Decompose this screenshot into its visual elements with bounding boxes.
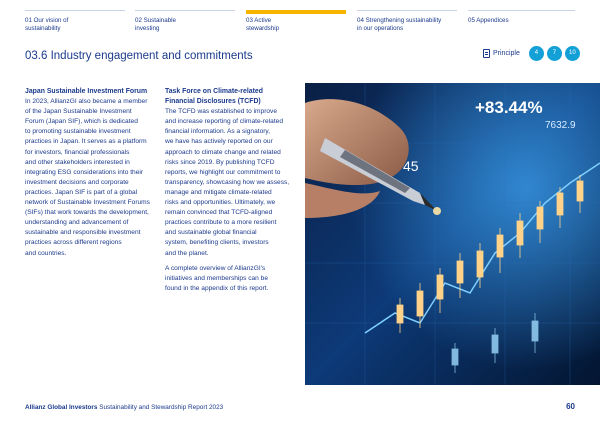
nav-tab-label-line2: in our operations xyxy=(357,25,404,32)
footer-report-title: Sustainability and Stewardship Report 2023 xyxy=(99,404,224,411)
page-title: 03.6 Industry engagement and commitments xyxy=(25,50,253,62)
text-line: remain convinced that TCFD-aligned xyxy=(165,209,273,217)
text-line: Forum (Japan SIF), which is dedicated xyxy=(25,118,138,126)
text-line: (SIFs) that work towards the development, xyxy=(25,209,149,217)
text-line: initiatives and memberships can be xyxy=(165,274,268,282)
nav-tab-label-line2: investing xyxy=(135,25,160,32)
text-line: integrating ESG considerations into their xyxy=(25,168,144,176)
text-line: system, benefiting clients, investors xyxy=(165,239,269,247)
text-line: of the Japan Sustainable Investment xyxy=(25,108,132,116)
stock-chart-illustration xyxy=(305,83,600,385)
text-line: approach to climate change and related xyxy=(165,148,281,156)
nav-tab-label-line2: stewardship xyxy=(246,25,280,32)
text-line: risks and opportunities. Ultimately, we xyxy=(165,199,276,207)
text-line: sustainable and responsible investment xyxy=(25,229,141,237)
column-tcfd xyxy=(165,87,305,294)
text-line: reports, we highlight our commitment to xyxy=(165,168,281,176)
text-line: and sustainable global financial xyxy=(165,229,257,237)
nav-tab-label-line1: 04 Strengthening sustainability xyxy=(357,17,442,24)
column-japan-sif xyxy=(25,87,165,259)
text-line: practices in Japan. It serves as a platform xyxy=(25,138,147,146)
page-number: 60 xyxy=(566,402,575,411)
nav-tab-appendices[interactable] xyxy=(468,10,575,25)
text-line: manage and mitigate climate-related xyxy=(165,188,272,196)
text-line: and other stakeholders interested in xyxy=(25,158,130,166)
principle-indicator xyxy=(483,45,580,61)
photo-overlay-number: 45 xyxy=(403,158,419,174)
principle-badge-7[interactable]: 7 xyxy=(547,46,562,61)
text-line: network of Sustainable Investment Forums xyxy=(25,199,150,207)
nav-tab-label-line1: 01 Our vision of xyxy=(25,17,69,24)
principle-label: Principle xyxy=(493,49,520,57)
text-line: and the planet. xyxy=(165,249,209,257)
nav-tab-label-line2: sustainability xyxy=(25,25,61,32)
text-line: understanding and advancement of xyxy=(25,219,129,227)
stock-chart-photo xyxy=(305,83,600,385)
tcfd-body xyxy=(165,107,305,258)
heading-line: Financial Disclosures (TCFD) xyxy=(165,98,261,106)
heading-line: Task Force on Climate-related xyxy=(165,88,263,95)
text-line: and increase reporting of climate-related xyxy=(165,118,284,126)
nav-tab-label-line1: 05 Appendices xyxy=(468,17,509,24)
photo-overlay-percentage: +83.44% xyxy=(475,98,543,117)
text-line: and countries. xyxy=(25,249,67,257)
text-line: to promoting sustainable investment xyxy=(25,128,131,136)
principle-badge-10[interactable]: 10 xyxy=(565,46,580,61)
photo-overlay-value: 7632.9 xyxy=(545,120,576,131)
tcfd-heading xyxy=(165,87,305,107)
footer-brand: Allianz Global Investors xyxy=(25,404,98,411)
text-line: financial information. As a signatory, xyxy=(165,128,271,136)
nav-tab-active-stewardship[interactable] xyxy=(246,10,346,33)
text-line: practices contribute to a more resilient xyxy=(165,219,277,227)
text-line: practices across different regions xyxy=(25,239,122,247)
text-line: A complete overview of AllianzGI's xyxy=(165,264,266,272)
nav-tab-label-line1: 03 Active xyxy=(246,17,272,24)
text-line: practices. Japan SIF is part of a global xyxy=(25,188,138,196)
nav-tab-sustainable-investing[interactable] xyxy=(135,10,235,33)
text-line: risks since 2019. By publishing TCFD xyxy=(165,158,275,166)
top-navigation xyxy=(0,0,600,40)
text-line: In 2023, AllianzGI also became a member xyxy=(25,98,148,106)
nav-tab-vision[interactable] xyxy=(25,10,125,33)
tcfd-appendix-note xyxy=(165,264,305,294)
text-line: found in the appendix of this report. xyxy=(165,284,269,292)
text-line: for investors, financial professionals xyxy=(25,148,130,156)
japan-sif-heading: Japan Sustainable Investment Forum xyxy=(25,88,148,95)
document-icon xyxy=(483,49,490,58)
text-line: transparency, showcasing how we assess, xyxy=(165,178,290,186)
text-line: we have has actively reported on our xyxy=(165,138,273,146)
text-line: The TCFD was established to improve xyxy=(165,108,278,116)
footer xyxy=(25,404,223,411)
japan-sif-body xyxy=(25,97,165,259)
principle-badge-4[interactable]: 4 xyxy=(529,46,544,61)
nav-tab-label-line1: 02 Sustainable xyxy=(135,17,176,24)
text-line: investment decisions and corporate xyxy=(25,178,129,186)
nav-tab-operations[interactable] xyxy=(357,10,457,33)
